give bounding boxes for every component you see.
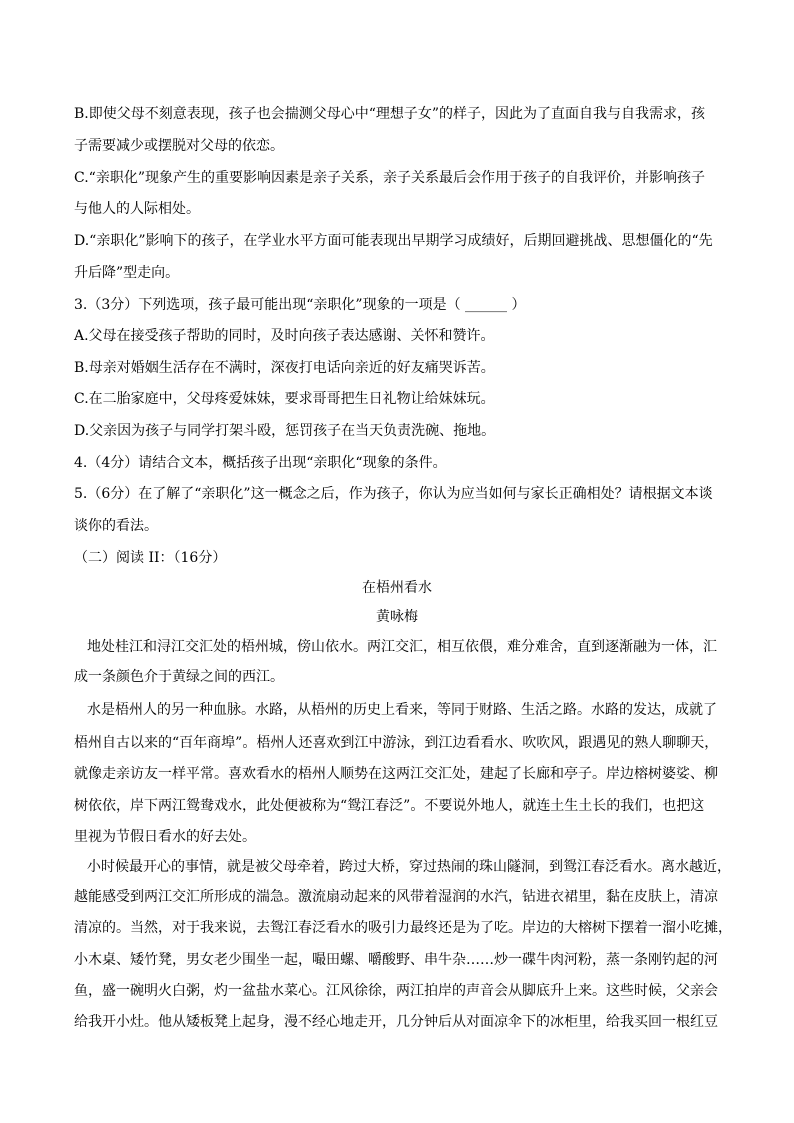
paragraph-3-line-6: 给我开小灶。他从矮板凳上起身，漫不经心地走开，几分钟后从对面凉伞下的冰柜里，给我买回一根红豆	[74, 1014, 718, 1030]
article-author: 黄咏梅	[376, 609, 418, 625]
paragraph-3-line-2: 越能感受到两江交汇所形成的湍急。激流扇动起来的风带着湿润的水汽，钻进衣裙里，黏在皮肤上，清凉	[74, 889, 718, 905]
paragraph-1-line-1: 地处桂江和浔江交汇处的梧州城，傍山依水。两江交汇，相互依偎，难分难舍，直到逐渐融为一体，汇	[87, 639, 717, 655]
option-b-line-1: B.即使父母不刻意表现，孩子也会揣测父母心中“理想子女”的样子，因此为了直面自我与自我需求，孩	[74, 106, 706, 122]
question-4: 4.（4分）请结合文本，概括孩子出现“亲职化“现象的条件。	[74, 455, 447, 471]
q3-option-c: C.在二胎家庭中，父母疼爱妹妹，要求哥哥把生日礼物让给妹妹玩。	[74, 391, 495, 407]
question-5-line-2: 谈你的看法。	[74, 518, 158, 534]
paragraph-2-line-2: 梧州自古以来的“百年商埠”。梧州人还喜欢到江中游泳，到江边看看水、吹吹风，跟遇见的熟人聊聊天，	[74, 735, 719, 751]
paragraph-3-line-4: 小木桌、矮竹凳，男女老少围坐一起，嘬田螺、嚼酸野、串牛杂……炒一碟牛肉河粉，蒸一条刚钓起的河	[74, 952, 718, 968]
paragraph-3-line-5: 鱼，盛一碗明火白粥，灼一盆盐水菜心。江风徐徐，两江拍岸的声音会从脚底升上来。这些时候，父亲会	[74, 983, 718, 999]
q3-option-a: A.父母在接受孩子帮助的同时，及时向孩子表达感谢、关怀和赞许。	[74, 328, 495, 344]
option-d-line-1: D.“亲职化”影响下的孩子，在学业水平方面可能表现出早期学习成绩好，后期回避挑战、思想僵化的“先	[74, 233, 713, 249]
question-5-line-1: 5.（6分）在了解了“亲职化”这一概念之后，作为孩子，你认为应当如何与家长正确相处？请根据文本谈	[74, 486, 713, 502]
paragraph-1-line-2: 成一条颜色介于黄绿之间的西江。	[74, 669, 284, 685]
paragraph-3-line-1: 小时候最开心的事情，就是被父母牵着，跨过大桥，穿过热闹的珠山隧洞，到鸳江春泛看水。离水越近，	[87, 859, 731, 875]
paragraph-3-line-3: 清凉的。当然，对于我来说，去鸳江春泛看水的吸引力最终还是为了吃。岸边的大榕树下摆着一溜小吃摊，	[74, 920, 732, 936]
question-3: 3.（3分）下列选项，孩子最可能出现“亲职化”现象的一项是（ ______ ）	[74, 297, 526, 313]
option-d-line-2: 升后降”型走向。	[74, 265, 180, 281]
section-heading: （二）阅读 II：（16分）	[74, 550, 227, 566]
paragraph-2-line-4: 树依依，岸下两江鸳鸯戏水，此处便被称为“鸳江春泛”。不要说外地人，就连土生土长的我们，也把这	[74, 798, 705, 814]
paragraph-2-line-5: 里视为节假日看水的好去处。	[74, 829, 256, 845]
option-b-line-2: 子需要减少或摆脱对父母的依恋。	[74, 138, 284, 154]
paragraph-2-line-1: 水是梧州人的另一种血脉。水路，从梧州的历史上看来，等同于财路、生活之路。水路的发达，成就了	[87, 702, 717, 718]
paragraph-2-line-3: 就像走亲访友一样平常。喜欢看水的梧州人顺势在这两江交汇处，建起了长廊和亭子。岸边榕树婆娑、柳	[74, 766, 718, 782]
q3-option-b: B.母亲对婚姻生活存在不满时，深夜打电话向亲近的好友痛哭诉苦。	[74, 360, 495, 376]
q3-option-d: D.父亲因为孩子与同学打架斗殴，惩罚孩子在当天负责洗碗、拖地。	[74, 423, 496, 439]
option-c-line-2: 与他人的人际相处。	[74, 201, 200, 217]
article-title: 在梧州看水	[362, 580, 432, 596]
option-c-line-1: C.“亲职化”现象产生的重要影响因素是亲子关系，亲子关系最后会作用于孩子的自我评价，并影响孩子	[74, 170, 705, 186]
